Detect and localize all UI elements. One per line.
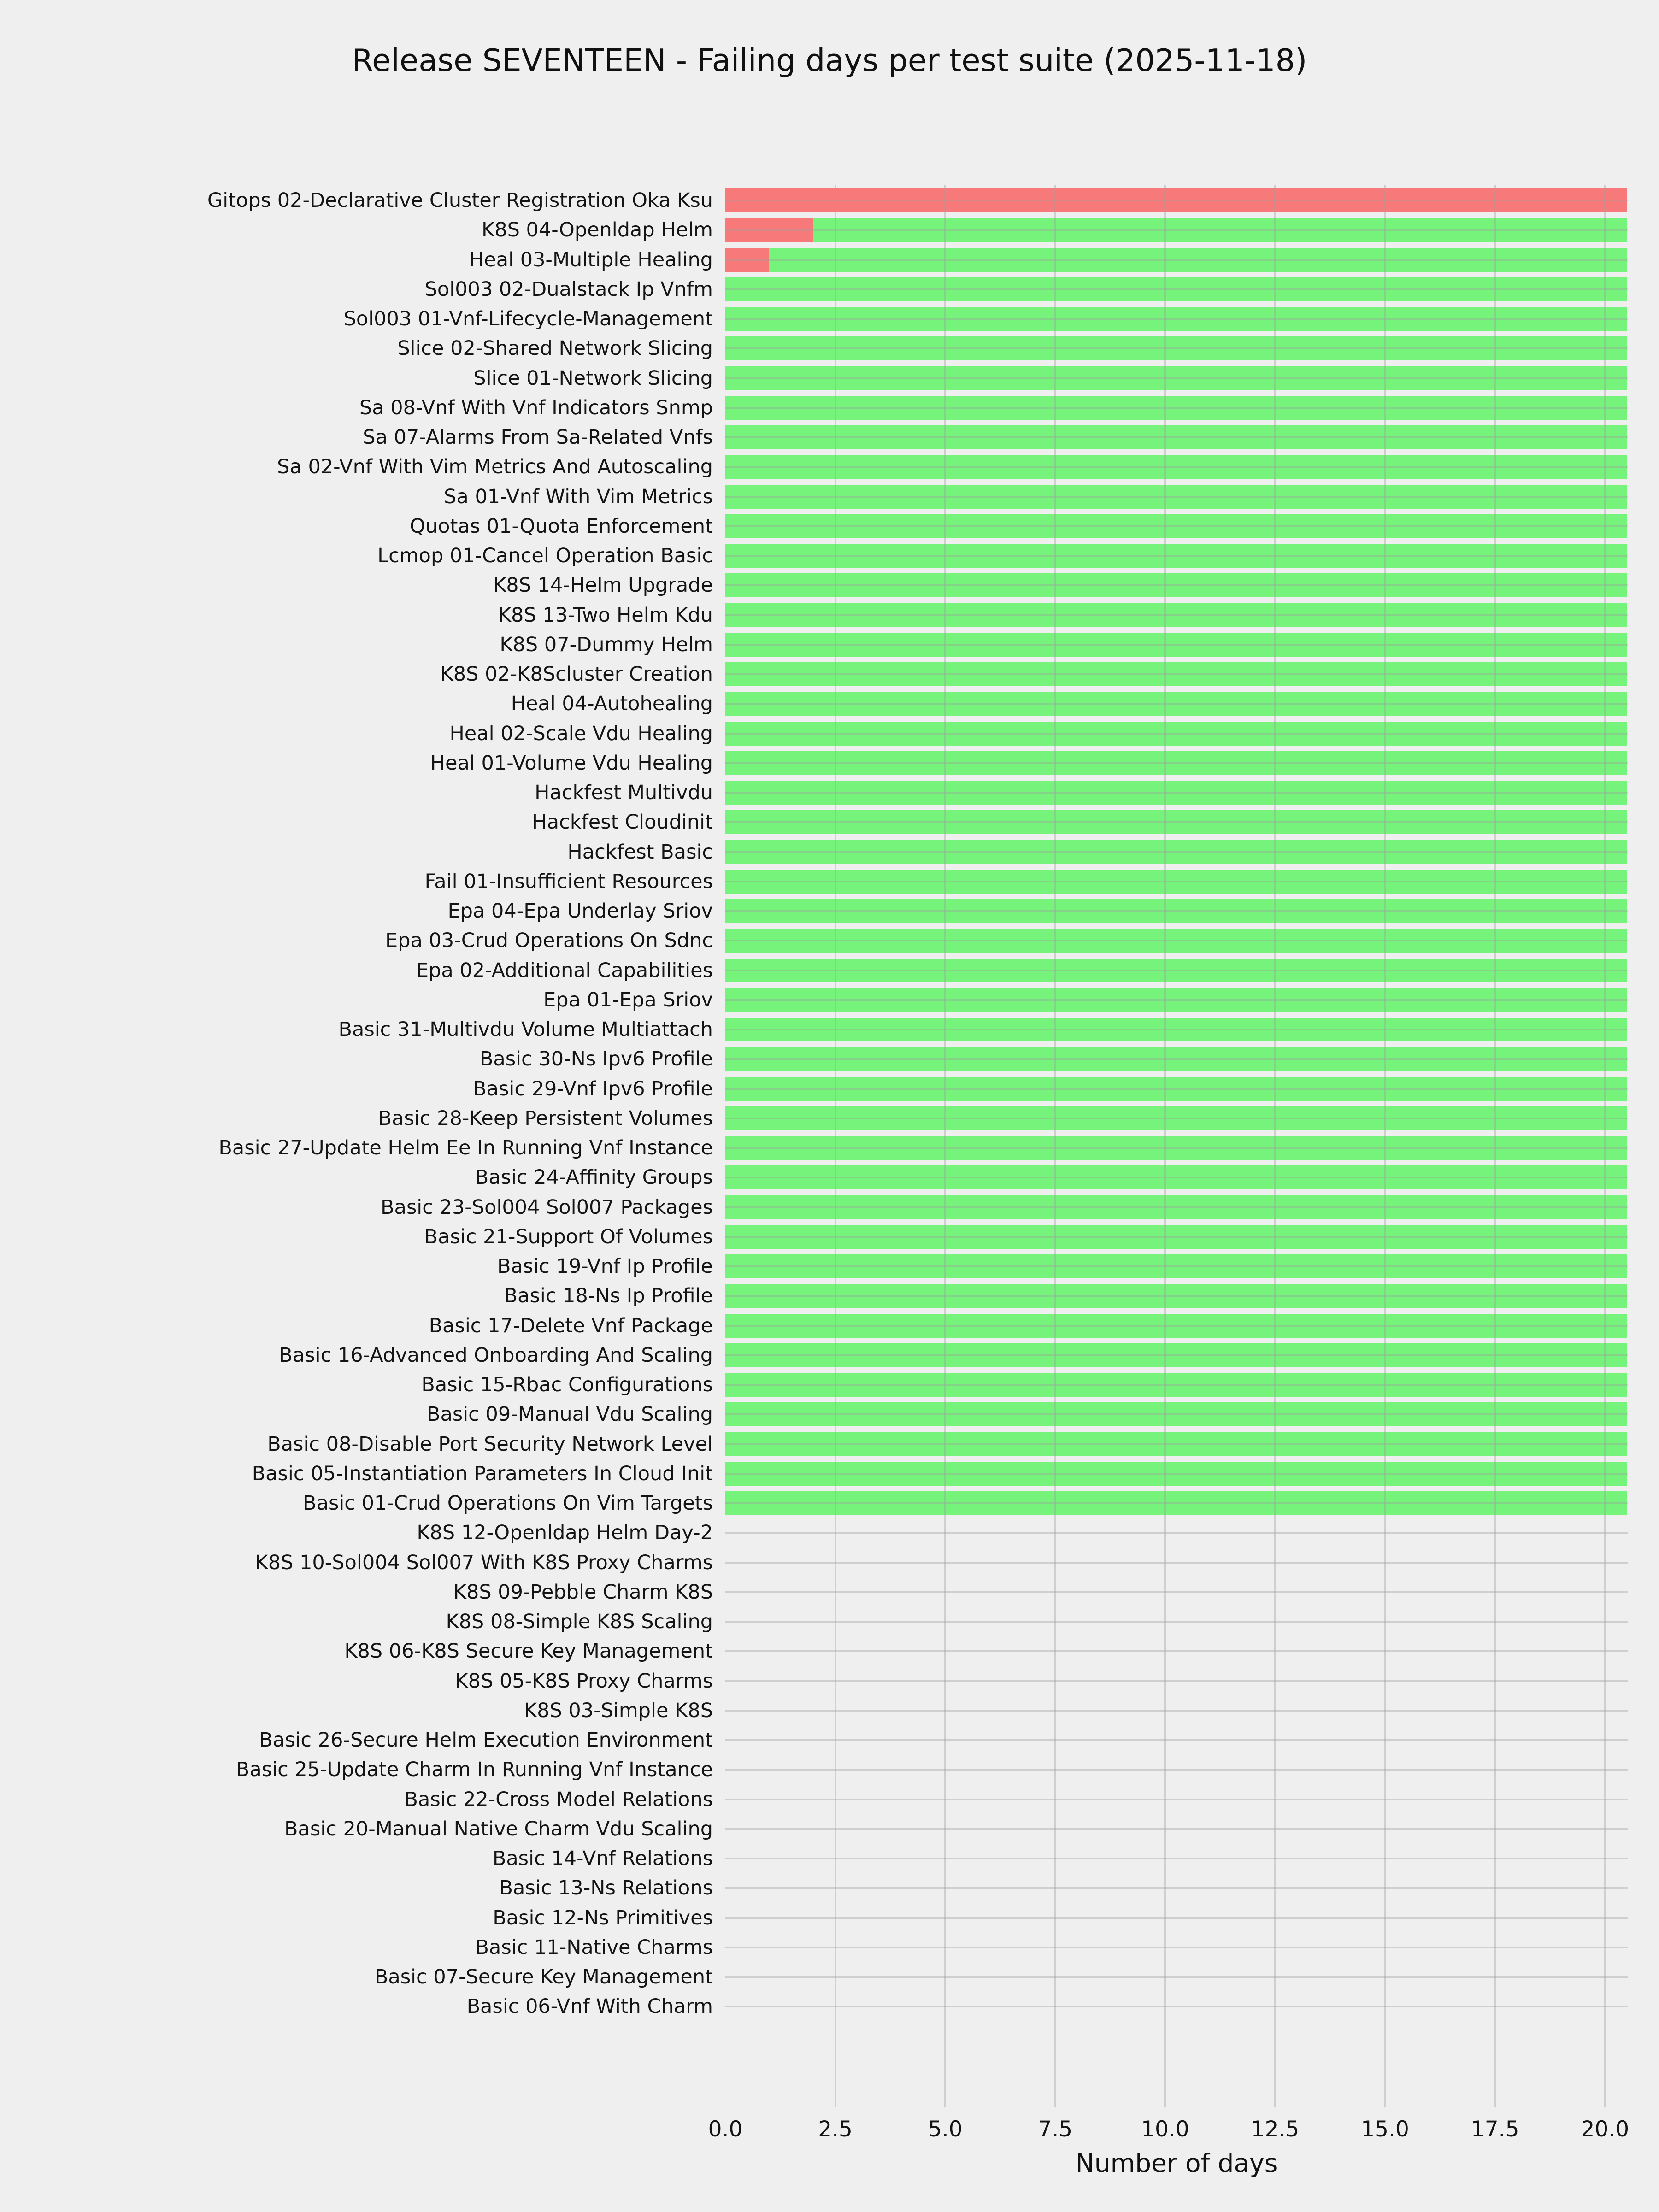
x-axis-label: Number of days [1075,2148,1278,2178]
y-tick-label: Sa 07-Alarms From Sa-Related Vnfs [363,426,713,449]
vertical-gridline [1164,185,1166,2107]
y-tick-label: Epa 04-Epa Underlay Sriov [447,900,713,923]
y-tick-label: Basic 21-Support Of Volumes [424,1225,713,1248]
horizontal-gridline [725,496,1628,498]
horizontal-gridline [725,1384,1628,1386]
horizontal-gridline [725,1976,1628,1978]
y-tick-label: Heal 04-Autohealing [511,692,713,716]
y-tick-label: Basic 19-Vnf Ip Profile [497,1255,713,1278]
y-tick-label: Basic 22-Cross Model Relations [404,1788,713,1811]
horizontal-gridline [725,1325,1628,1327]
horizontal-gridline [725,910,1628,912]
y-tick-label: Epa 01-Epa Sriov [543,988,713,1012]
vertical-gridline [1384,185,1386,2107]
horizontal-gridline [725,1236,1628,1238]
y-tick-label: Slice 01-Network Slicing [473,366,713,390]
y-tick-label: Sa 01-Vnf With Vim Metrics [444,485,713,508]
y-tick-label: Basic 13-Ns Relations [499,1877,713,1900]
horizontal-gridline [725,1591,1628,1593]
horizontal-gridline [725,762,1628,764]
y-tick-label: K8S 08-Simple K8S Scaling [446,1610,713,1633]
y-tick-label: Basic 23-Sol004 Sol007 Packages [381,1195,713,1219]
y-tick-label: Lcmop 01-Cancel Operation Basic [377,544,713,567]
y-tick-label: Slice 02-Shared Network Slicing [397,337,713,360]
vertical-gridline [944,185,946,2107]
y-tick-label: Heal 02-Scale Vdu Healing [449,722,713,745]
horizontal-gridline [725,881,1628,882]
x-tick-label: 12.5 [1251,2117,1300,2142]
x-tick-label: 2.5 [818,2117,853,2142]
y-tick-label: Basic 07-Secure Key Management [374,1965,713,1988]
horizontal-gridline [725,1710,1628,1712]
horizontal-gridline [725,1680,1628,1682]
horizontal-gridline [725,318,1628,320]
y-tick-label: K8S 05-K8S Proxy Charms [455,1669,713,1693]
horizontal-gridline [725,1650,1628,1652]
y-tick-label: Sa 02-Vnf With Vim Metrics And Autoscaling [277,455,713,479]
vertical-gridline [1604,185,1606,2107]
y-tick-label: Sol003 02-Dualstack Ip Vnfm [424,277,713,301]
horizontal-gridline [725,1058,1628,1060]
y-tick-label: Hackfest Basic [567,840,713,864]
horizontal-gridline [725,1473,1628,1475]
x-tick-label: 5.0 [928,2117,963,2142]
horizontal-gridline [725,347,1628,349]
horizontal-gridline [725,851,1628,853]
y-tick-label: Basic 25-Update Charm In Running Vnf Instance [235,1758,713,1782]
y-tick-label: Basic 27-Update Helm Ee In Running Vnf Instance [218,1136,713,1159]
y-tick-label: Basic 16-Advanced Onboarding And Scaling [279,1343,713,1367]
horizontal-gridline [725,1621,1628,1623]
y-tick-label: Basic 24-Affinity Groups [475,1166,713,1189]
y-tick-label: Basic 01-Crud Operations On Vim Targets [303,1492,713,1515]
horizontal-gridline [725,792,1628,794]
x-tick-label: 10.0 [1141,2117,1189,2142]
x-tick-label: 0.0 [708,2117,743,2142]
y-tick-label: K8S 04-Openldap Helm [482,218,713,242]
vertical-gridline [1274,185,1276,2107]
horizontal-gridline [725,229,1628,231]
y-tick-label: Basic 28-Keep Persistent Volumes [378,1106,713,1130]
y-tick-label: K8S 02-K8Scluster Creation [440,663,713,686]
y-tick-label: K8S 06-K8S Secure Key Management [344,1640,713,1663]
horizontal-gridline [725,436,1628,438]
horizontal-gridline [725,1917,1628,1919]
y-tick-label: K8S 03-Simple K8S [524,1699,713,1722]
horizontal-gridline [725,940,1628,941]
y-tick-label: K8S 10-Sol004 Sol007 With K8S Proxy Charms [255,1551,713,1574]
horizontal-gridline [725,288,1628,290]
y-tick-label: K8S 12-Openldap Helm Day-2 [417,1521,713,1545]
horizontal-gridline [725,644,1628,646]
y-tick-label: Heal 01-Volume Vdu Healing [430,751,713,775]
y-tick-label: Basic 15-Rbac Configurations [421,1373,713,1396]
x-tick-label: 15.0 [1361,2117,1409,2142]
horizontal-gridline [725,555,1628,557]
y-tick-label: Basic 08-Disable Port Security Network Level [267,1432,713,1456]
y-tick-label: K8S 14-Helm Upgrade [493,574,713,597]
horizontal-gridline [725,970,1628,971]
horizontal-gridline [725,1769,1628,1771]
horizontal-gridline [725,1029,1628,1030]
y-tick-label: Hackfest Cloudinit [532,811,713,834]
y-tick-label: Basic 18-Ns Ip Profile [504,1284,713,1308]
horizontal-gridline [725,525,1628,527]
horizontal-gridline [725,2006,1628,2007]
horizontal-gridline [725,614,1628,616]
y-tick-label: Heal 03-Multiple Healing [469,248,713,271]
horizontal-gridline [725,1562,1628,1564]
horizontal-gridline [725,200,1628,201]
vertical-gridline [835,185,836,2107]
y-tick-label: K8S 07-Dummy Helm [500,633,713,656]
y-tick-label: Epa 03-Crud Operations On Sdnc [385,929,713,953]
horizontal-gridline [725,1502,1628,1504]
y-tick-label: Basic 29-Vnf Ipv6 Profile [473,1077,713,1100]
vertical-gridline [1054,185,1056,2107]
horizontal-gridline [725,259,1628,261]
horizontal-gridline [725,1265,1628,1267]
horizontal-gridline [725,1532,1628,1534]
y-tick-label: Basic 26-Secure Helm Execution Environment [259,1729,713,1752]
horizontal-gridline [725,673,1628,675]
horizontal-gridline [725,1147,1628,1149]
horizontal-gridline [725,1295,1628,1297]
y-tick-label: Sol003 01-Vnf-Lifecycle-Management [343,307,713,330]
horizontal-gridline [725,821,1628,823]
horizontal-gridline [725,584,1628,586]
y-tick-label: Fail 01-Insufficient Resources [424,870,713,893]
y-tick-label: Epa 02-Additional Capabilities [416,959,713,982]
horizontal-gridline [725,1413,1628,1415]
horizontal-gridline [725,1947,1628,1948]
horizontal-gridline [725,1828,1628,1830]
horizontal-gridline [725,1206,1628,1208]
plot-area [725,185,1628,2107]
horizontal-gridline [725,1443,1628,1445]
horizontal-gridline [725,377,1628,379]
y-tick-label: Basic 14-Vnf Relations [492,1847,713,1870]
x-tick-label: 7.5 [1038,2117,1073,2142]
horizontal-gridline [725,1354,1628,1356]
horizontal-gridline [725,1177,1628,1178]
horizontal-gridline [725,407,1628,409]
horizontal-gridline [725,1858,1628,1859]
y-tick-label: Quotas 01-Quota Enforcement [410,514,713,538]
horizontal-gridline [725,1799,1628,1800]
y-tick-label: Basic 11-Native Charms [475,1936,713,1959]
y-tick-label: Basic 31-Multivdu Volume Multiattach [338,1018,713,1041]
y-tick-label: Basic 06-Vnf With Charm [466,1995,713,2018]
y-tick-label: Gitops 02-Declarative Cluster Registration Oka Ksu [207,189,713,212]
y-tick-label: Basic 05-Instantiation Parameters In Cloud Init [252,1462,713,1485]
horizontal-gridline [725,999,1628,1001]
horizontal-gridline [725,1118,1628,1119]
horizontal-gridline [725,466,1628,468]
horizontal-gridline [725,1088,1628,1090]
horizontal-gridline [725,703,1628,705]
y-tick-label: K8S 09-Pebble Charm K8S [453,1580,713,1604]
x-tick-label: 20.0 [1581,2117,1630,2142]
y-tick-label: Basic 30-Ns Ipv6 Profile [479,1047,713,1071]
y-tick-label: Basic 12-Ns Primitives [493,1906,713,1930]
x-tick-label: 17.5 [1471,2117,1519,2142]
chart-title: Release SEVENTEEN - Failing days per test suite (2025-11-18) [352,42,1307,78]
y-tick-label: Sa 08-Vnf With Vnf Indicators Snmp [359,396,713,419]
y-tick-label: Hackfest Multivdu [535,781,713,804]
y-tick-label: K8S 13-Two Helm Kdu [498,603,713,627]
vertical-gridline [1494,185,1496,2107]
y-tick-label: Basic 17-Delete Vnf Package [429,1314,713,1337]
y-tick-label: Basic 09-Manual Vdu Scaling [426,1403,713,1426]
horizontal-gridline [725,733,1628,735]
horizontal-gridline [725,1739,1628,1741]
y-tick-label: Basic 20-Manual Native Charm Vdu Scaling [284,1817,713,1841]
horizontal-gridline [725,1887,1628,1889]
